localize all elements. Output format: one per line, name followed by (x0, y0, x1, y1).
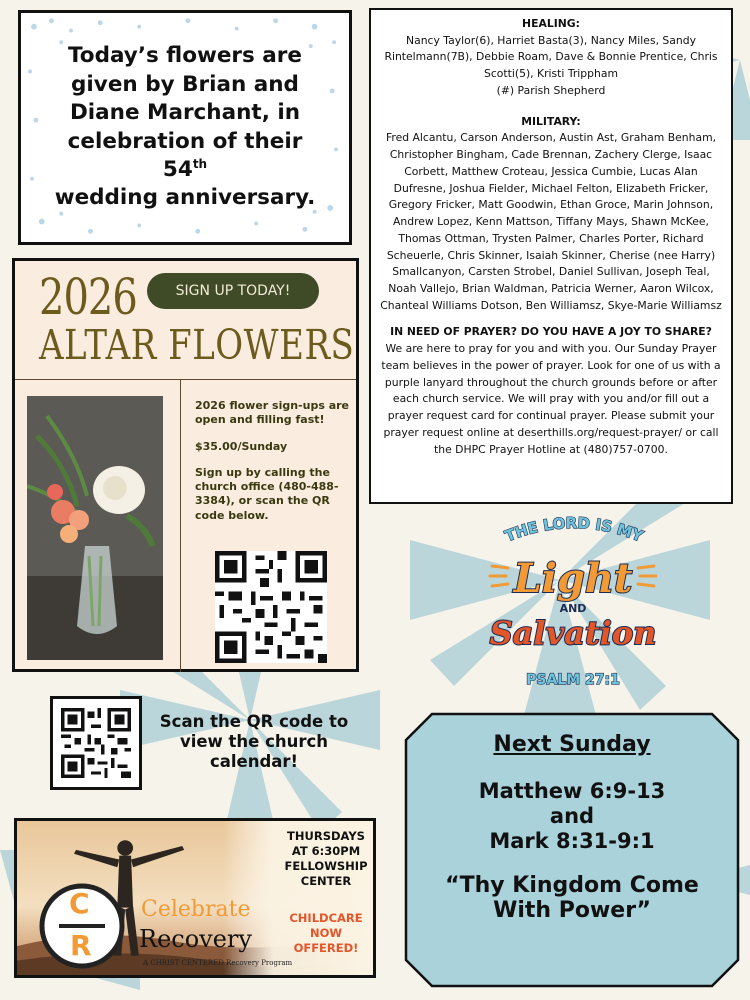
calendar-caption: Scan the QR code to view the church calendar! (159, 712, 349, 771)
sermon-title (404, 873, 740, 924)
healing-heading: HEALING: (522, 17, 580, 30)
verse-reference: PSALM 27:1 (526, 672, 620, 688)
healing-list (379, 33, 723, 100)
prayer-body: We are here to pray for you and with you. Our Sunday Prayer team believes in the power of prayer. Look for one of us with a purple lanyard throughout the church grounds before or after each church service. We will pray with you and/or fill out a prayer request card for continual prayer. Please submit your prayer request online at deserthills.org/request-prayer/ or call the DHPC Prayer Hotline at (480)757-0700. (381, 342, 721, 456)
flowers-dedication (21, 42, 349, 212)
military-names: Fred Alcantu, Carson Anderson, Austin Ast, Graham Benham, Christopher Bingham, Cade Brennan, Zachery Clerge, Isaac Corbett, Matthew Croteau, Jessica Cumbie, Lucas Alan Dufresne, Joshua Fielder, Michael Felton, Elizabeth Fricker, Gregory Fricker, Matt Goodwin, Ethan Groce, Marin Johnson, Andrew Lopez, Kenn Mattson, Tiffany Mays, Shawn McKee, Thomas Ottman, Trysten Palmer, Charles Porter, Richard Scheuerle, Chris Skinner, Isaiah Skinner, Cherise (nee Harry) Smallcanyon, Carsten Strobel, Daniel Sullivan, Joseph Teal, Noah Vallejo, Brian Waldman, Patricia Werner, Aaron Wilcox, Chanteal Williams Dotson, Ben Williamsz, Skye-Marie Williamsz (380, 131, 722, 312)
flower-vase-photo (27, 396, 163, 660)
times-line: THURSDAYS (287, 829, 365, 843)
next-sunday-content (404, 712, 740, 923)
divider (180, 379, 181, 672)
todays-flowers-card (18, 10, 352, 245)
verse-and: AND (559, 602, 587, 615)
next-sunday-card (404, 712, 740, 988)
parish-shepherd-note: (#) Parish Shepherd (496, 83, 606, 97)
recovery-word: Recovery (139, 925, 252, 953)
flowers-line: given by Brian and (71, 71, 299, 97)
reading-line: Mark 8:31-9:1 (489, 829, 655, 854)
calendar-qr-frame (50, 696, 142, 790)
times-line: CENTER (300, 873, 352, 888)
altar-year: 2026 (39, 269, 137, 327)
reading-line: Matthew 6:9-13 (478, 779, 666, 803)
altar-title: ALTAR FLOWERS (39, 321, 355, 370)
verse-salvation: Salvation (489, 614, 657, 652)
altar-qr-code[interactable] (215, 551, 327, 663)
reading-line: and (549, 804, 595, 829)
altar-flowers-card (12, 258, 359, 672)
ordinal-suffix: th (192, 156, 208, 171)
childcare-line: OFFERED! (293, 940, 359, 955)
sermon-line: With Power” (493, 897, 651, 923)
prayer-heading: IN NEED OF PRAYER? DO YOU HAVE A JOY TO SHARE? (390, 325, 712, 339)
celebrate-recovery-banner (14, 818, 376, 978)
altar-info-text: 2026 flower sign-ups are open and filling fast! (195, 399, 350, 427)
prayer-list-card (369, 8, 733, 504)
altar-price: $35.00/Sunday (195, 439, 288, 453)
altar-info (195, 399, 353, 535)
healing-names: Nancy Taylor(6), Harriet Basta(3), Nancy Miles, Sandy Rintelmann(7B), Debbie Roam, Dave & Bonnie Prentice, Chris Scotti(5), Kristi Trippham (384, 33, 718, 81)
divider (15, 379, 356, 380)
calendar-qr-code[interactable] (61, 707, 131, 779)
celebrate-word: Celebrate (141, 897, 251, 922)
times-line: AT 6:30PM (291, 843, 361, 858)
childcare-line: CHILDCARE (289, 911, 363, 925)
flowers-line-text: celebration of their 54 (67, 128, 303, 182)
military-heading: MILITARY: (521, 114, 581, 128)
flowers-line: Diane Marchant, in (69, 100, 301, 126)
verse-light: Light (513, 555, 633, 602)
next-sunday-title: Next Sunday (493, 732, 651, 757)
recovery-tagline: A CHRIST CENTERED Recovery Program (143, 959, 293, 967)
childcare-line: NOW (309, 925, 343, 940)
verse-top-text: THE LORD IS MY (502, 513, 646, 546)
flowers-line: Today’s flowers are (67, 43, 302, 69)
sign-up-button[interactable]: SIGN UP TODAY! (147, 273, 319, 309)
flowers-line (43, 128, 327, 185)
sermon-line: “Thy Kingdom Come (445, 872, 699, 898)
psalm-verse-art (478, 512, 668, 692)
logo-letter-r: R (70, 929, 92, 962)
scripture-readings (404, 779, 740, 855)
times-line: FELLOWSHIP (284, 858, 368, 873)
childcare-notice (279, 911, 373, 956)
altar-info-text: Sign up by calling the church office (480-488-3384), or scan the QR code below. (195, 465, 339, 522)
meeting-times (279, 829, 373, 889)
logo-letter-c: C (69, 887, 90, 920)
flowers-line: wedding anniversary. (54, 185, 316, 211)
